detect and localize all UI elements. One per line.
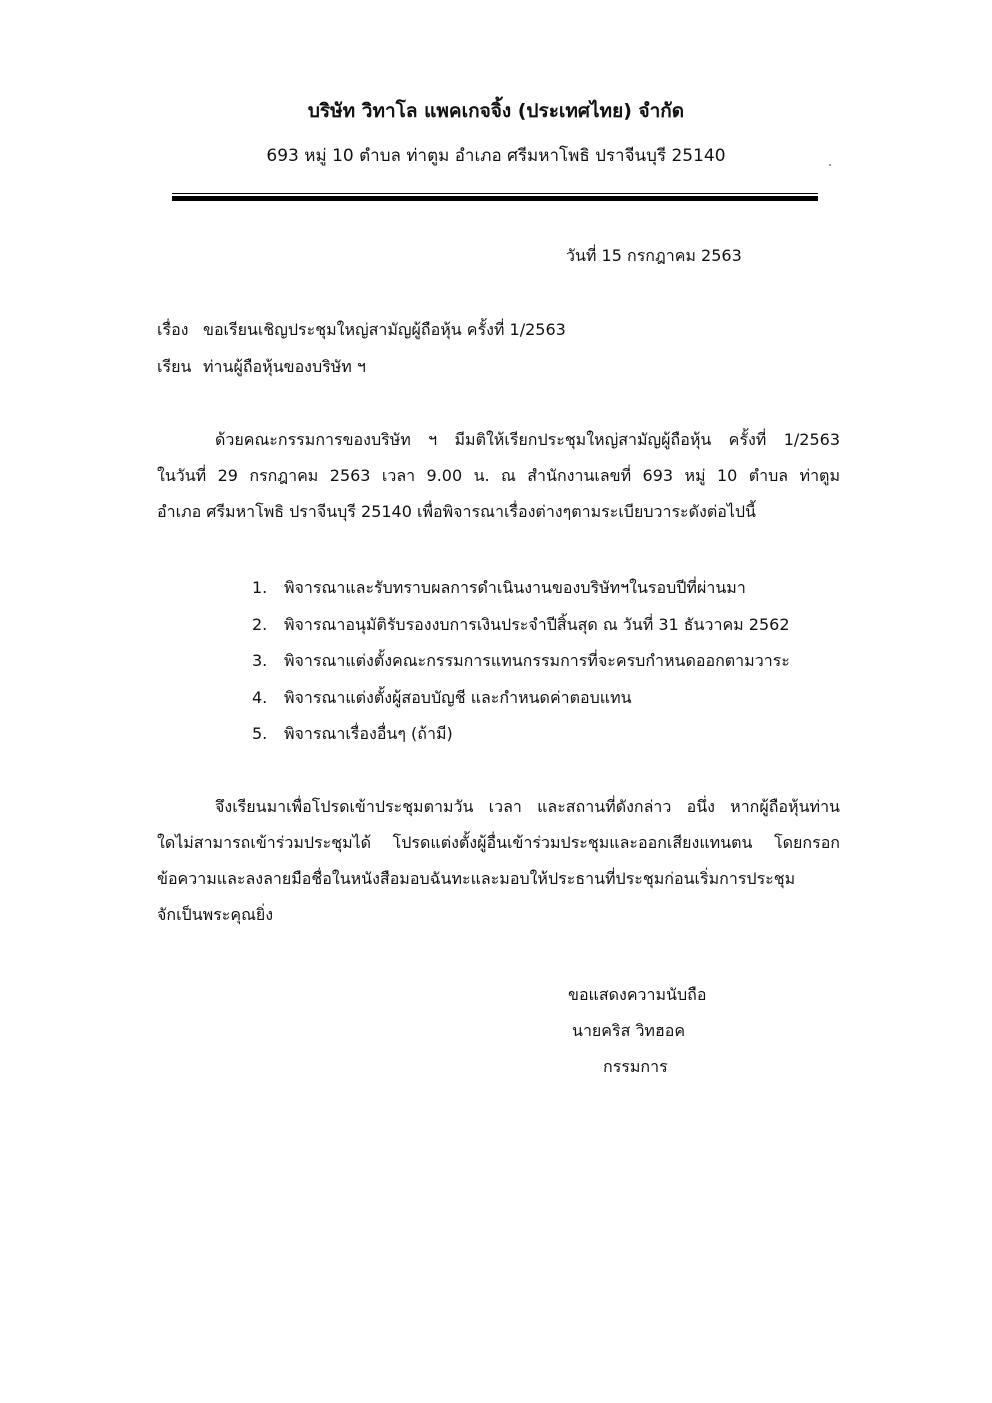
agenda-text: พิจารณาและรับทราบผลการดำเนินงานของบริษัทฯในรอบปีที่ผ่านมา [284,578,746,597]
signer-name: นายคริส วิทฮอค [572,1021,686,1040]
agenda-number: 3. [252,651,268,670]
subject-label: เรื่อง [157,320,189,339]
agenda-text: พิจารณาแต่งตั้งคณะกรรมการแทนกรรมการที่จะครบกำหนดออกตามวาระ [284,651,790,670]
paragraph-line: จักเป็นพระคุณยิ่ง [157,905,274,924]
subject-row [157,318,566,343]
agenda-text: พิจารณาแต่งตั้งผู้สอบบัญชี และกำหนดค่าตอบแทน [284,687,632,707]
subject-text: ขอเรียนเชิญประชุมใหญ่สามัญผู้ถือหุ้น ครั้งที่ 1/2563 [203,320,566,339]
letter-date: วันที่ 15 กรกฎาคม 2563 [566,246,742,265]
agenda-item [252,680,790,717]
paragraph-line: ข้อความและลงลายมือชื่อในหนังสือมอบฉันทะและมอบให้ประธานที่ประชุมก่อนเริ่มการประชุม [157,869,796,888]
body-paragraph-invitation [157,422,840,530]
closing-salutation: ขอแสดงความนับถือ [568,985,707,1004]
recipient-text: ท่านผู้ถือหุ้นของบริษัท ฯ [203,357,366,376]
agenda-number: 4. [252,687,268,707]
header-divider-thin [172,193,818,194]
paragraph-line: ใดไม่สามารถเข้าร่วมประชุมได้ โปรดแต่งตั้งผู้อื่นเข้าร่วมประชุมและออกเสียงแทนตน โดยกรอก [157,833,840,852]
company-address: 693 หมู่ 10 ตำบล ท่าตูม อำเภอ ศรีมหาโพธิ ปราจีนบุรี 25140 [266,146,726,166]
agenda-number: 2. [252,614,268,634]
agenda-item [252,607,790,644]
body-paragraph-proxy [157,789,840,933]
agenda-item [252,643,790,680]
agenda-number: 5. [252,724,268,743]
recipient-row [157,355,366,380]
agenda-text: พิจารณาเรื่องอื่นๆ (ถ้ามี) [284,724,453,743]
header-divider [172,196,818,201]
signer-title: กรรมการ [603,1057,668,1076]
recipient-label: เรียน [157,357,192,376]
paragraph-line: จึงเรียนมาเพื่อโปรดเข้าประชุมตามวัน เวลา และสถานที่ดังกล่าว อนึ่ง หากผู้ถือหุ้นท่าน [215,797,840,816]
agenda-text: พิจารณาอนุมัติรับรองงบการเงินประจำปีสิ้นสุด ณ วันที่ 31 ธันวาคม 2562 [284,614,790,634]
scan-speck [829,164,831,166]
agenda-list [252,570,790,753]
company-name: บริษัท วิทาโล แพคเกจจิ้ง (ประเทศไทย) จำกัด [307,100,685,122]
agenda-item [252,570,790,607]
agenda-item [252,716,790,753]
paragraph-line: ด้วยคณะกรรมการของบริษัท ฯ มีมติให้เรียกประชุมใหญ่สามัญผู้ถือหุ้น ครั้งที่ 1/2563 [215,430,840,449]
paragraph-line: อำเภอ ศรีมหาโพธิ ปราจีนบุรี 25140 เพื่อพิจารณาเรื่องต่างๆตามระเบียบวาระดังต่อไปนี้ [157,502,756,521]
agenda-number: 1. [252,578,268,597]
paragraph-line: ในวันที่ 29 กรกฎาคม 2563 เวลา 9.00 น. ณ สำนักงานเลขที่ 693 หมู่ 10 ตำบล ท่าตูม [157,466,840,485]
